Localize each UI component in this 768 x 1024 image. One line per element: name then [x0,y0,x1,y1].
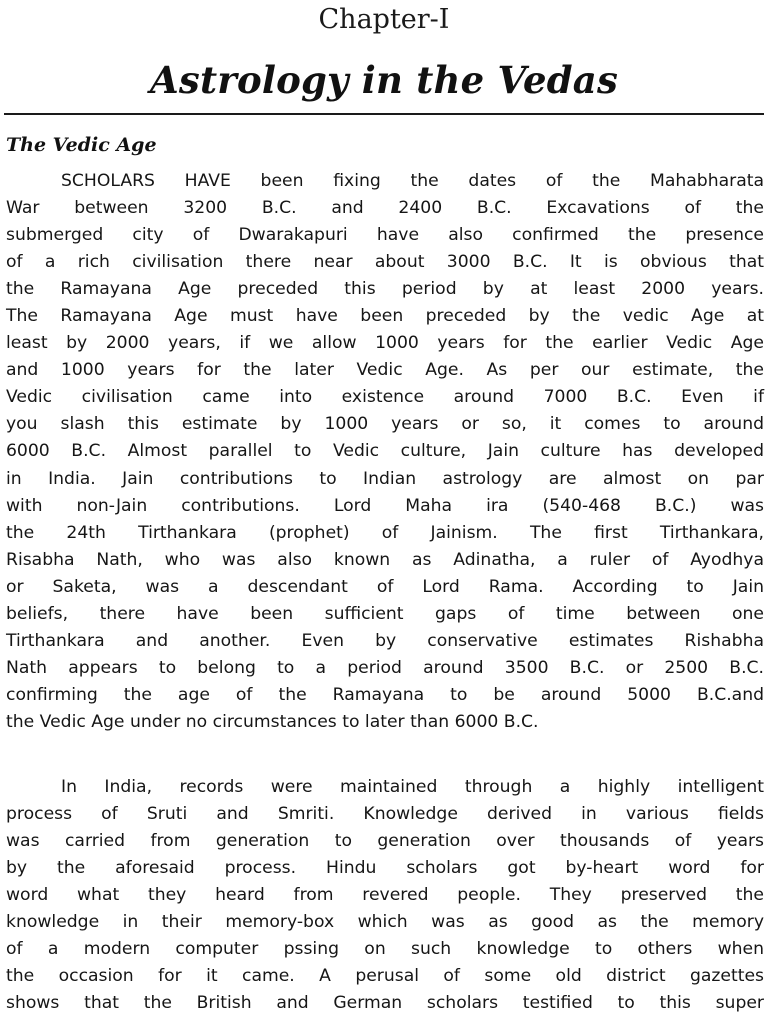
chapter-number: Chapter-I [318,4,450,35]
title-divider [4,113,764,115]
section-heading: The Vedic Age [6,134,157,156]
text-line: the Ramayana Age preceded this period by at least 2000 years. [6,279,764,300]
text-line: Tirthankara and another. Even by conservative estimates Rishabha [6,630,764,651]
text-line: knowledge in their memory-box which was as good as the memory [6,912,764,933]
text-line: shows that the British and German scholars testified to this super [6,993,764,1014]
text-line: submerged city of Dwarakapuri have also confirmed the presence [6,225,764,246]
chapter-title: Astrology in the Vedas [150,58,618,102]
text-line: of a modern computer pssing on such knowledge to others when [6,939,764,960]
text-line: The Ramayana Age must have been preceded by the vedic Age at [6,306,764,327]
paragraph-1 [6,168,764,736]
text-line: War between 3200 B.C. and 2400 B.C. Excavations of the [6,198,764,219]
text-line: confirming the age of the Ramayana to be around 5000 B.C.and [6,684,764,705]
text-line: of a rich civilisation there near about 3000 B.C. It is obvious that [6,252,764,273]
text-line: you slash this estimate by 1000 years or so, it comes to around [6,414,764,435]
text-line: by the aforesaid process. Hindu scholars got by-heart word for [6,858,764,879]
text-line: with non-Jain contributions. Lord Maha ira (540-468 B.C.) was [6,495,764,516]
text-line: Vedic civilisation came into existence around 7000 B.C. Even if [6,387,764,408]
paragraph-2 [6,774,764,1017]
text-line: beliefs, there have been sufficient gaps of time between one [6,603,764,624]
text-line: process of Sruti and Smriti. Knowledge derived in various fields [6,804,764,825]
text-line: word what they heard from revered people. They preserved the [6,885,764,906]
text-line: Nath appears to belong to a period around 3500 B.C. or 2500 B.C. [6,657,764,678]
text-line: or Saketa, was a descendant of Lord Rama. According to Jain [6,576,764,597]
text-line: was carried from generation to generation over thousands of years [6,831,764,852]
text-line: the occasion for it came. A perusal of some old district gazettes [6,966,764,987]
text-line: the Vedic Age under no circumstances to later than 6000 B.C. [6,711,539,732]
text-line: 6000 B.C. Almost parallel to Vedic culture, Jain culture has developed [6,441,764,462]
text-line: in India. Jain contributions to Indian astrology are almost on par [6,468,764,489]
text-line: SCHOLARS HAVE been fixing the dates of the Mahabharata [61,171,764,191]
text-line: and 1000 years for the later Vedic Age. As per our estimate, the [6,360,764,381]
text-line: Risabha Nath, who was also known as Adinatha, a ruler of Ayodhya [6,549,764,570]
text-line: In India, records were maintained through a highly intelligent [61,777,764,797]
text-line: least by 2000 years, if we allow 1000 years for the earlier Vedic Age [6,333,764,354]
text-line: the 24th Tirthankara (prophet) of Jainism. The first Tirthankara, [6,522,764,543]
